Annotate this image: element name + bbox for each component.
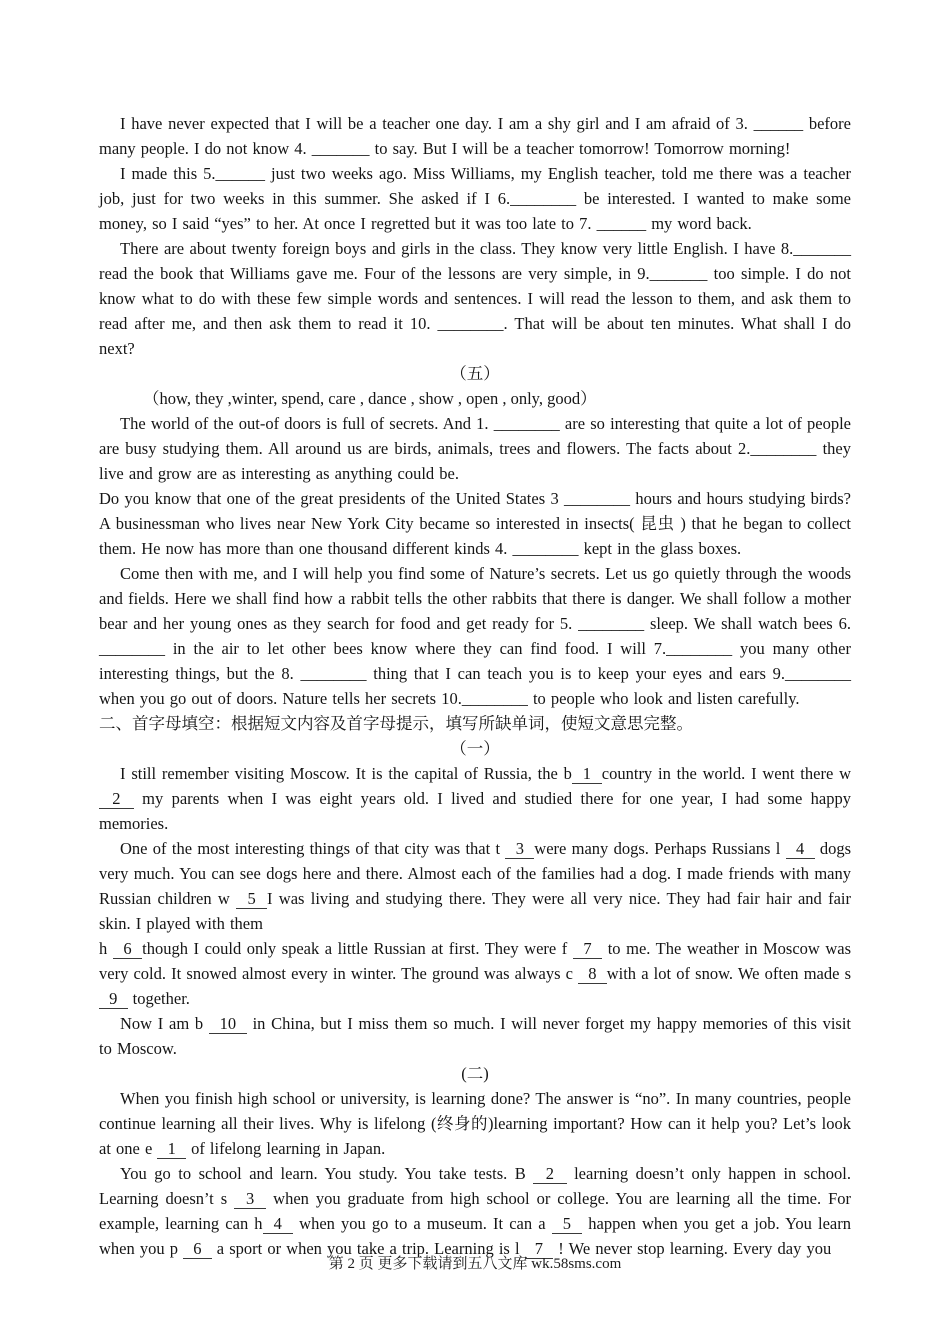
blank-number: 10 [209, 1014, 247, 1034]
blank-number: 7 [525, 1239, 554, 1259]
passage-learning-paragraph-2: You go to school and learn. You study. You take tests. B 2 learning doesn’t only happen in school. Learning doesn’t s 3 when you graduate from high school or college. You are learning all the time. For example, learning can h 4 when you go to a museum. It can a 5 happen when you get a job. You learn when you p 6 a sport or when you take a trip. Learning is l 7 ! We never stop learning. Every day you [99, 1164, 851, 1258]
passage-moscow-paragraph-4: Now I am b 10 in China, but I miss them so much. I will never forget my happy memories of this visit to Moscow. [99, 1014, 852, 1058]
word-bank: （how, they ,winter, spend, care , dance , show , open , only, good） [143, 389, 597, 408]
passage-moscow-paragraph-3: h 6 though I could only speak a little Russian at first. They were f 7 to me. The weather in Moscow was very cold. It snowed almost every in winter. The ground was always c 8 with a lot of snow. We often made s 9 together. [99, 939, 852, 1008]
section-heading-one: （一） [450, 739, 500, 758]
passage-teacher-paragraph-2: I made this 5.______ just two weeks ago. Miss Williams, my English teacher, told me there was a teacher job, just for two weeks in this summer. She asked if I 6.________ be interested. I wanted to make some money, so I said “yes” to her. At once I regretted but it was too late to 7. ______ my word back. [99, 164, 851, 233]
blank-number: 5 [236, 889, 267, 909]
blank-number: 9 [99, 989, 128, 1009]
passage-teacher-paragraph-3: There are about twenty foreign boys and girls in the class. They know very little English. I have 8._______ read the book that Williams gave me. Four of the lessons are very simple, in 9._______ too simple. I do not know what to do with these few simple words and sentences. I will read the lesson to them, and ask them to read after me, and then ask them to read it 10. ________. That will be about ten minutes. What shall I do next? [99, 239, 851, 358]
passage-nature-paragraph-1: The world of the out-of doors is full of secrets. And 1. ________ are so interesting that quite a lot of people are busy studying them. All around us are birds, animals, trees and flowers. The facts about 2.________ they live and grow are as interesting as anything could be. [99, 414, 851, 483]
blank-number: 3 [505, 839, 534, 859]
passage-teacher-paragraph-1: I have never expected that I will be a teacher one day. I am a shy girl and I am afraid of 3. ______ before many people. I do not know 4. _______ to say. But I will be a teacher tomorrow! Tomorrow morning! [99, 114, 851, 158]
blank-number: 6 [113, 939, 142, 959]
passage-nature-paragraph-3: Come then with me, and I will help you find some of Nature’s secrets. Let us go quietly through the woods and fields. Here we shall find how a rabbit tells the other rabbits that there is danger. We shall follow a mother bear and her young ones as they search for food and get ready for 5. ________ sleep. We shall watch bees 6. ________ in the air to let other bees know where they can find food. I will 7.________ you many other interesting things, but the 8. ________ thing that I can teach you is to keep your eyes and ears 9.________ when you go out of doors. Nature tells her secrets 10.________ to people who look and listen carefully. [99, 564, 851, 708]
blank-number: 4 [786, 839, 815, 859]
passage-moscow-paragraph-2: One of the most interesting things of that city was that t 3 were many dogs. Perhaps Russians l 4 dogs very much. You can see dogs here and there. Almost each of the families had a dog. I made friends with many Russian children w 5 I was living and studying there. They were all very nice. They had fair hair and fair skin. I played with them [99, 839, 852, 933]
worksheet-content [99, 111, 851, 1261]
section-two-title: 二、首字母填空：根据短文内容及首字母提示，填写所缺单词，使短文意思完整。 [99, 714, 693, 733]
blank-number: 4 [263, 1214, 293, 1234]
blank-number: 6 [183, 1239, 212, 1259]
blank-number: 7 [573, 939, 602, 959]
passage-learning-paragraph-1: When you finish high school or university, is learning done? The answer is “no”. In many countries, people continue learning all their lives. Why is lifelong (终身的)learning important? How can it help you? Let’s look at one e 1 of lifelong learning in Japan. [99, 1089, 851, 1158]
page-footer: 第 2 页 更多下载请到五八文库 wk.58sms.com [328, 1256, 622, 1272]
passage-nature-paragraph-2: Do you know that one of the great presidents of the United States 3 ________ hours and hours studying birds? A businessman who lives near New York City became so interested in insects( 昆虫 ) that he began to collect them. He now has more than one thousand different kinds 4. ________ kept in the glass boxes. [99, 489, 851, 558]
blank-number: 1 [572, 764, 602, 784]
blank-number: 5 [552, 1214, 582, 1234]
passage-moscow-paragraph-1: I still remember visiting Moscow. It is the capital of Russia, the b 1 country in the world. I went there w 2 my parents when I was eight years old. I lived and studied there for one year, I had some happy memories. [99, 764, 852, 833]
blank-number: 2 [533, 1164, 566, 1184]
blank-number: 2 [99, 789, 134, 809]
blank-number: 1 [157, 1139, 186, 1159]
section-heading-two: (二) [461, 1064, 489, 1083]
section-heading-five: （五） [450, 364, 500, 383]
blank-number: 8 [578, 964, 607, 984]
blank-number: 3 [234, 1189, 266, 1209]
